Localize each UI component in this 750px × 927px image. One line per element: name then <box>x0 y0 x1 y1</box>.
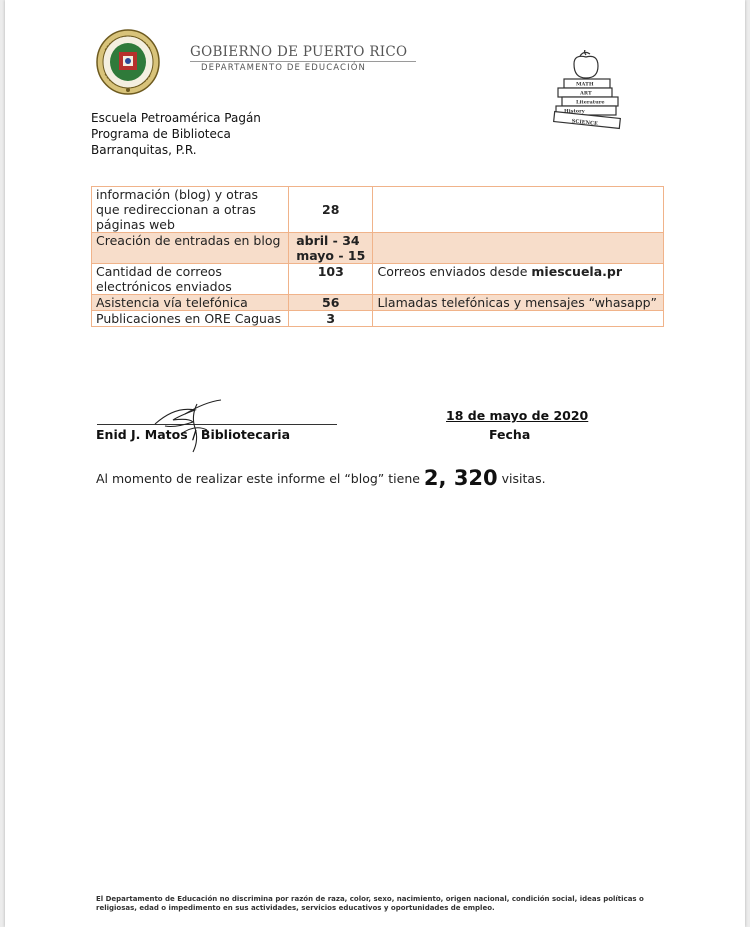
svg-text:MATH: MATH <box>576 81 594 88</box>
signature-date: 18 de mayo de 2020 <box>446 408 589 423</box>
table-row <box>92 187 664 233</box>
count-cell <box>289 233 373 264</box>
header-divider <box>190 61 416 62</box>
handwritten-signature-icon <box>135 394 235 456</box>
count-line: mayo - 15 <box>296 248 366 263</box>
activity-cell: Creación de entradas en blog <box>92 233 289 264</box>
school-info <box>91 110 261 158</box>
program-name: Programa de Biblioteca <box>91 127 231 141</box>
signer-name: Enid J. Matos / Bibliotecaria <box>96 427 291 442</box>
count-cell: 3 <box>289 311 373 327</box>
date-label: Fecha <box>489 427 531 442</box>
table-row <box>92 233 664 264</box>
activity-cell: información (blog) y otras que redireccionan a otras páginas web <box>92 187 289 233</box>
activity-cell: Cantidad de correos electrónicos enviados <box>92 264 289 295</box>
svg-text:History: History <box>564 108 585 115</box>
government-name: GOBIERNO DE PUERTO RICO <box>190 44 408 60</box>
count-line: abril - 34 <box>296 233 360 248</box>
visits-statement <box>96 466 546 490</box>
email-domain: miescuela.pr <box>531 264 623 279</box>
activity-cell: Asistencia vía telefónica <box>92 295 289 311</box>
stacked-books-apple-icon <box>550 50 628 136</box>
visits-prefix: Al momento de realizar este informe el “blog” tiene <box>96 471 420 486</box>
svg-text:Literature: Literature <box>576 99 605 106</box>
document-page <box>5 0 745 927</box>
school-city: Barranquitas, P.R. <box>91 143 197 157</box>
visits-suffix: visitas. <box>501 471 546 486</box>
department-name: DEPARTAMENTO DE EDUCACIÓN <box>201 63 366 73</box>
puerto-rico-seal-icon <box>95 28 161 96</box>
activity-table <box>91 186 664 327</box>
school-name: Escuela Petroamérica Pagán <box>91 111 261 125</box>
count-cell: 28 <box>289 187 373 233</box>
notes-cell <box>373 233 664 264</box>
svg-text:ART: ART <box>580 90 592 97</box>
notes-cell <box>373 187 664 233</box>
count-cell: 56 <box>289 295 373 311</box>
table-row <box>92 311 664 327</box>
notes-prefix: Correos enviados desde <box>377 264 532 279</box>
notes-cell <box>373 264 664 295</box>
visits-count: 2, 320 <box>423 466 498 490</box>
svg-text:SCIENCE: SCIENCE <box>571 118 599 128</box>
notes-cell: Llamadas telefónicas y mensajes “whasapp” <box>373 295 664 311</box>
table-row <box>92 264 664 295</box>
count-cell: 103 <box>289 264 373 295</box>
non-discrimination-footer: El Departamento de Educación no discrimina por razón de raza, color, sexo, nacimiento, origen nacional, condición social, ideas políticas o religiosas, edad o impedimento en sus actividades, servicios educativos y oportunidades de empleo. <box>96 895 644 912</box>
notes-cell <box>373 311 664 327</box>
activity-cell: Publicaciones en ORE Caguas <box>92 311 289 327</box>
table-row <box>92 295 664 311</box>
